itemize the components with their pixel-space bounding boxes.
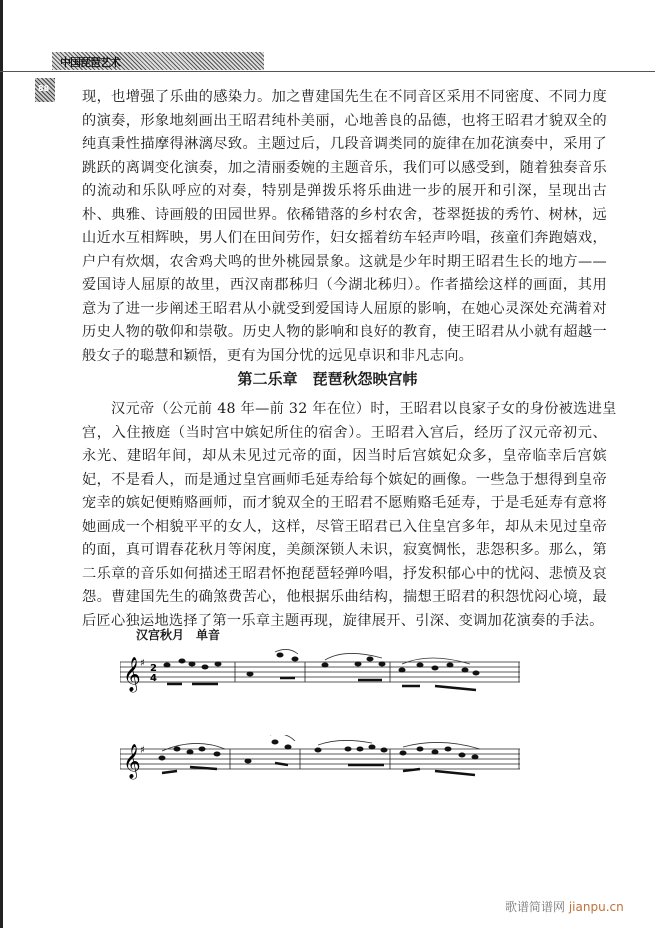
treble-clef-icon: 𝄞 xyxy=(123,744,141,779)
text-line: 汉元帝（公元前 48 年—前 32 年在位）时，王昭君以良家子女的身份被选进皇 xyxy=(82,401,617,417)
chapter-heading: 第二乐章 琵琶秋怨映宫帏 xyxy=(237,370,418,388)
book-title: 中国琵琶艺术 xyxy=(60,56,120,69)
treble-clef-icon: 𝄞 xyxy=(123,657,141,692)
text-line: 宫，入住掖庭（当时宫中嫔妃所住的宿舍）。王昭君入宫后，经历了汉元帝初元、 xyxy=(82,424,607,441)
music-staff-2 xyxy=(120,735,520,795)
text-line: 妃，不是看人，而是通过皇宫画师毛延寿给每个嫔妃的画像。一些急于想得到皇帝 xyxy=(82,471,607,488)
text-line: 爱国诗人屈原的故里，西汉南郡秭归（今湖北秭归）。作者描绘这样的画面，其用 xyxy=(82,277,607,293)
svg-text:2: 2 xyxy=(150,663,157,674)
watermark xyxy=(505,898,624,915)
music-staff-1 xyxy=(120,648,520,708)
sharp-icon: ♯ xyxy=(140,658,145,669)
text-line: 怨。曹建国先生的确煞费苦心，他根据乐曲结构，揣想王昭君的积怨忧闷心境，最 xyxy=(82,589,607,605)
text-line: 般女子的聪慧和颖悟，更有为国分忧的远见卓识和非凡志向。 xyxy=(82,347,474,364)
sharp-icon: ♯ xyxy=(140,745,145,756)
notes xyxy=(164,653,480,677)
text-line: 朴、典雅、诗画般的田园世界。依稀错落的乡村农舍，苍翠挺拔的秀竹、树林，远 xyxy=(82,206,607,223)
text-line: 历史人物的敬仰和崇敬。历史人物的影响和良好的教育，使王昭君从小就有超越一 xyxy=(82,324,607,340)
paragraph-2 xyxy=(82,398,617,633)
text-line: 纯真秉性描摩得淋漓尽致。主题过后，几段音调类同的旋律在加花演奏中，采用了 xyxy=(82,136,607,152)
text-line: 的面，真可谓春花秋月等闲度，美颜深锁人未识，寂寞惆怅，悲怨积多。那么，第 xyxy=(82,542,607,558)
text-line: 的流动和乐队呼应的对奏，特别是弹拨乐将乐曲进一步的展开和引深，呈现出古 xyxy=(82,183,607,199)
text-line: 后匠心独运地选择了第一乐章主题再现，旋律展开、引深、变调加花演奏的手法。 xyxy=(82,612,604,629)
score-title: 汉宫秋月 单音 xyxy=(136,628,221,642)
text-line: 现，也增强了乐曲的感染力。加之曹建国先生在不同音区采用不同密度、不同力度 xyxy=(82,89,607,105)
watermark-cn: 歌谱简谱网 xyxy=(505,900,566,914)
watermark-url: jianpu.cn xyxy=(568,900,624,914)
text-line: 宠幸的嫔妃便贿赂画师，而才貌双全的王昭君不愿贿赂毛延寿，于是毛延寿有意将 xyxy=(82,495,607,511)
notes xyxy=(159,740,479,764)
header-rule xyxy=(0,71,655,72)
paragraph-1 xyxy=(82,86,607,368)
text-line: 二乐章的音乐如何描述王昭君怀抱琵琶轻弹吟唱，抒发积郁心中的忧闷、悲愤及哀 xyxy=(82,565,607,582)
text-line: 山近水互相辉映，男人们在田间劳作，妇女摇着纺车轻声吟唱，孩童们奔跑嬉戏， xyxy=(82,230,607,246)
text-line: 意为了进一步阐述王昭君从小就受到爱国诗人屈原的影响，在她心灵深处充满着对 xyxy=(82,300,607,317)
text-line: 永光、建昭年间，却从未见过元帝的面，因当时后宫嫔妃众多，皇帝临幸后宫嫔 xyxy=(82,448,607,464)
svg-text:4: 4 xyxy=(150,673,157,684)
text-line: 跳跃的离调变化演奏，加之清丽委婉的主题音乐，我们可以感受到，随着独奏音乐 xyxy=(82,159,607,176)
text-line: 户户有炊烟，农舍鸡犬鸣的世外桃园景象。这就是少年时期王昭君生长的地方—— xyxy=(82,253,607,270)
text-line: 的演奏，形象地刻画出王昭君纯朴美丽，心地善良的品德，也将王昭君才貌双全的 xyxy=(82,112,607,129)
page-edge xyxy=(0,0,3,928)
text-line: 她画成一个相貌平平的女人，这样，尽管王昭君已入住皇宫多年，却从未见过皇帝 xyxy=(82,518,607,535)
page-number: 88 xyxy=(38,84,50,93)
